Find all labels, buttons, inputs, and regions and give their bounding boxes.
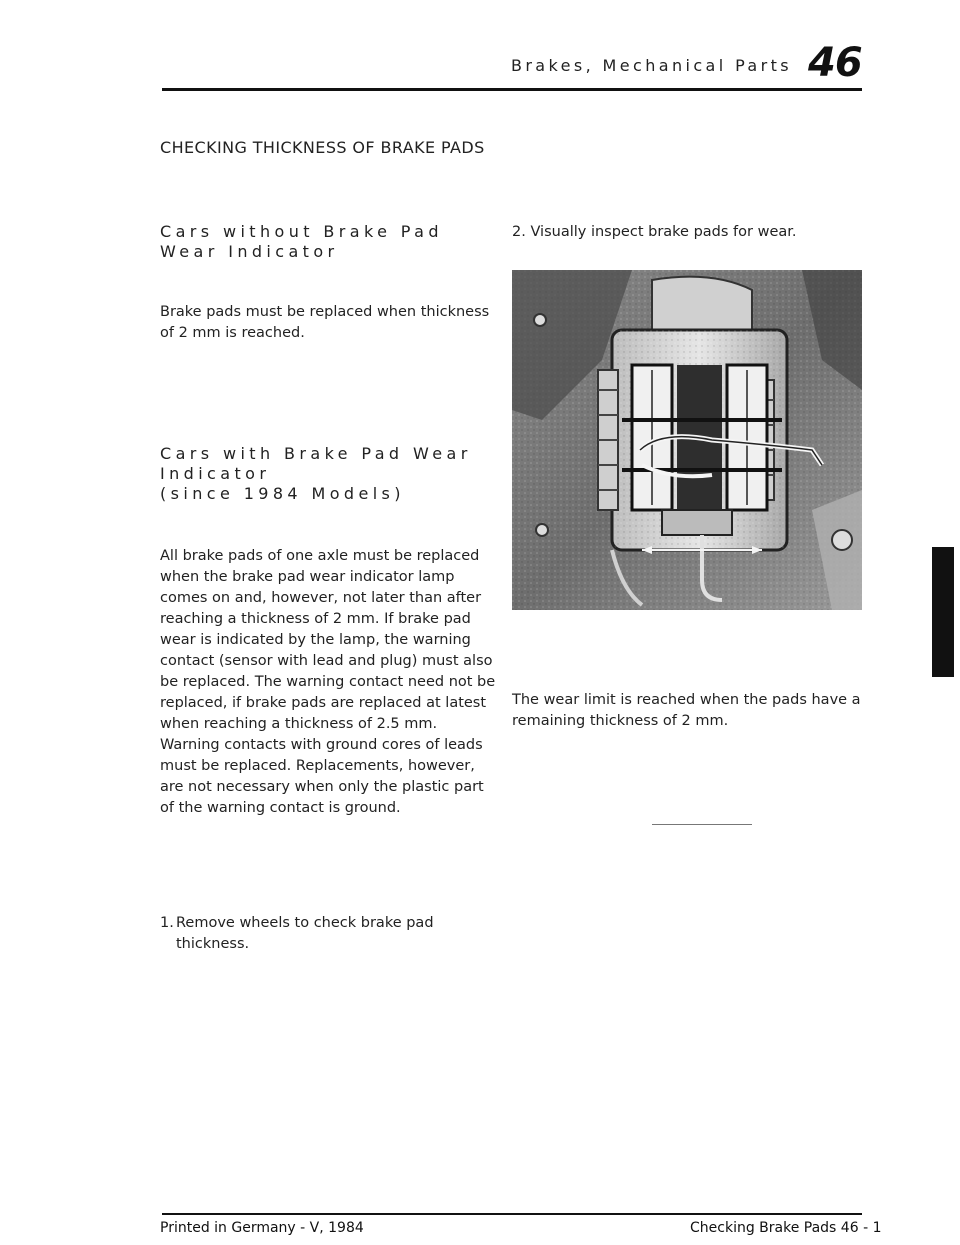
subheading-line: Indicator: [160, 464, 271, 483]
brake-caliper-photo: [512, 270, 862, 610]
step-text: Remove wheels to check brake pad thickness.: [176, 915, 434, 952]
footer-print-info: Printed in Germany - V, 1984: [160, 1220, 364, 1236]
subheading-line: (since 1984 Models): [160, 484, 405, 503]
paragraph-pad-thickness: Brake pads must be replaced when thickness of 2 mm is reached.: [160, 304, 490, 341]
footer-rule: [162, 1213, 862, 1215]
page-title: CHECKING THICKNESS OF BRAKE PADS: [160, 138, 485, 157]
brake-caliper-illustration: [512, 270, 862, 610]
footer-page-ref: Checking Brake Pads 46 - 1: [690, 1220, 882, 1236]
section-number: 46: [808, 40, 862, 86]
subheading-with-indicator: [160, 444, 500, 504]
subheading-line: Cars with Brake Pad Wear: [160, 444, 472, 463]
section-title: Brakes, Mechanical Parts: [510, 56, 792, 75]
paragraph-indicator-instructions: [160, 546, 500, 819]
header-rule: [162, 88, 862, 91]
subheading-without-indicator: Cars without Brake Pad Wear Indicator: [160, 222, 443, 261]
step-number: 1.: [160, 915, 174, 931]
paragraph-replacement: All brake pads of one axle must be replaced when the brake pad wear indicator lamp comes on and, however, not later than after reaching a thickness of 2 mm. If brake pad wear is indicated by the lamp, the warning contact (sensor with lead and plug) must also be replaced. The warning contact need not be replaced, if brake pads are replaced at latest when reaching a thickness of 2.5 mm.: [160, 548, 496, 732]
paragraph-warning-contacts: Warning contacts with ground cores of leads must be replaced. Replacements, however, are not necessary when only the plastic part of the warning contact is ground.: [160, 737, 484, 816]
section-thumb-tab: [932, 547, 954, 677]
paragraph-wear-limit: The wear limit is reached when the pads have a remaining thickness of 2 mm.: [512, 692, 861, 729]
divider: [652, 824, 752, 825]
step-2: 2. Visually inspect brake pads for wear.: [512, 224, 797, 240]
